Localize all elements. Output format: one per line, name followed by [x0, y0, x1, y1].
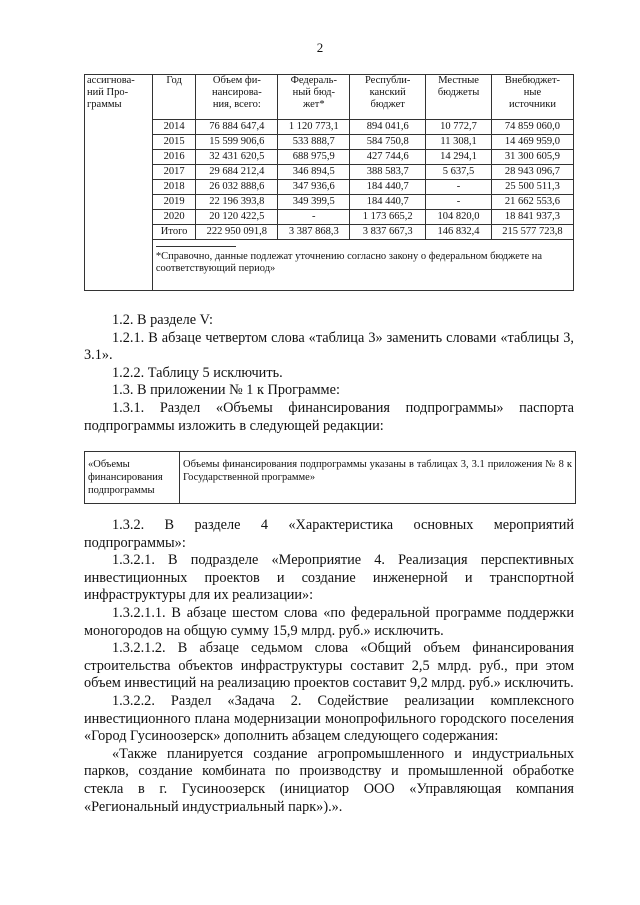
value-cell: 222 950 091,8 — [196, 225, 278, 240]
value-cell: 76 884 647,4 — [196, 120, 278, 135]
empty-cell — [85, 135, 153, 150]
header-cell: Федераль- ный бюд- жет* — [278, 75, 350, 120]
value-cell: - — [426, 195, 492, 210]
header-cell: Местные бюджеты — [426, 75, 492, 120]
value-cell: 1 120 773,1 — [278, 120, 350, 135]
value-cell: 184 440,7 — [350, 195, 426, 210]
value-cell: 5 637,5 — [426, 165, 492, 180]
footnote-rule — [156, 246, 236, 247]
year-cell: 2018 — [152, 180, 196, 195]
value-cell: 894 041,6 — [350, 120, 426, 135]
year-cell: 2015 — [152, 135, 196, 150]
header-cell: Республи- канский бюджет — [350, 75, 426, 120]
footnote-cell — [152, 240, 573, 291]
value-cell: 104 820,0 — [426, 210, 492, 225]
value-cell: - — [426, 180, 492, 195]
value-cell: 21 662 553,6 — [491, 195, 573, 210]
value-cell: 347 936,6 — [278, 180, 350, 195]
value-cell: 584 750,8 — [350, 135, 426, 150]
value-cell: 349 399,5 — [278, 195, 350, 210]
value-cell: 388 583,7 — [350, 165, 426, 180]
value-cell: 15 599 906,6 — [196, 135, 278, 150]
year-cell: 2016 — [152, 150, 196, 165]
value-cell: - — [278, 210, 350, 225]
paragraph: 1.3.2. В разделе 4 «Характеристика основных мероприятий подпрограммы»: — [84, 517, 574, 551]
paragraph: 1.3.2.2. Раздел «Задача 2. Содействие реализации комплексного инвестиционного плана модернизации монопрофильного городского поселения «Город Гусиноозерск» дополнить абзацем следующего содержания: — [84, 692, 574, 745]
table-row — [85, 225, 574, 240]
year-cell: 2014 — [152, 120, 196, 135]
header-cell: Объем фи- нансирова- ния, всего: — [196, 75, 278, 120]
value-cell: 533 888,7 — [278, 135, 350, 150]
empty-cell — [85, 165, 153, 180]
value-cell: 32 431 620,5 — [196, 150, 278, 165]
paragraph: 1.3.2.1. В подразделе «Мероприятие 4. Реализация перспективных инвестиционных проектов и создание инженерной и транспортной инфраструктуры для их реализации»: — [84, 552, 574, 604]
paragraph: «Также планируется создание агропромышленного и индустриальных парков, создание комбината по производству и промышленной обработке стекла в г. Гусиноозерск (инициатор ООО «Управляющая компания «Региональный индустриальный парк»).». — [84, 745, 574, 815]
value-cell: 1 173 665,2 — [350, 210, 426, 225]
value-cell: 3 387 868,3 — [278, 225, 350, 240]
empty-cell — [85, 225, 153, 240]
value-cell: 22 196 393,8 — [196, 195, 278, 210]
value-cell: 11 308,1 — [426, 135, 492, 150]
header-cell: Внебюджет- ные источники — [491, 75, 573, 120]
empty-cell — [85, 195, 153, 210]
header-cell: Год — [152, 75, 196, 120]
table-row — [85, 135, 574, 150]
table-row — [85, 210, 574, 225]
empty-cell — [85, 210, 153, 225]
value-cell: 215 577 723,8 — [491, 225, 573, 240]
table-header-row — [85, 75, 574, 120]
box-text: Объемы финансирования подпрограммы указаны в таблицах 3, 3.1 приложения № 8 к Государственной программе» — [180, 452, 576, 504]
value-cell: 10 772,7 — [426, 120, 492, 135]
value-cell: 26 032 888,6 — [196, 180, 278, 195]
value-cell: 14 294,1 — [426, 150, 492, 165]
empty-cell — [85, 150, 153, 165]
value-cell: 14 469 959,0 — [491, 135, 573, 150]
financing-box — [84, 451, 576, 504]
value-cell: 427 744,6 — [350, 150, 426, 165]
value-cell: 346 894,5 — [278, 165, 350, 180]
value-cell: 146 832,4 — [426, 225, 492, 240]
box-label: «Объемы финансирования подпрограммы — [85, 452, 180, 504]
value-cell: 3 837 667,3 — [350, 225, 426, 240]
table-row — [85, 195, 574, 210]
year-cell: 2019 — [152, 195, 196, 210]
year-cell: 2020 — [152, 210, 196, 225]
paragraph: 1.2. В разделе V: — [112, 312, 213, 328]
value-cell: 29 684 212,4 — [196, 165, 278, 180]
value-cell: 688 975,9 — [278, 150, 350, 165]
value-cell: 74 859 060,0 — [491, 120, 573, 135]
value-cell: 31 300 605,9 — [491, 150, 573, 165]
table-row — [85, 120, 574, 135]
header-cell: ассигнова- ний Про- граммы — [85, 75, 153, 120]
page-number: 2 — [316, 40, 324, 55]
table-row — [85, 150, 574, 165]
financing-table — [84, 74, 574, 291]
value-cell: 28 943 096,7 — [491, 165, 573, 180]
empty-cell — [85, 240, 153, 291]
table-row — [85, 165, 574, 180]
empty-cell — [85, 120, 153, 135]
value-cell: 184 440,7 — [350, 180, 426, 195]
paragraph: 1.3. В приложении № 1 к Программе: — [112, 382, 340, 399]
paragraph: 1.3.2.1.1. В абзаце шестом слова «по федеральной программе поддержки моногородов на общую сумму 15,9 млрд. руб.» исключить. — [84, 604, 574, 639]
value-cell: 25 500 511,3 — [491, 180, 573, 195]
footnote-text: *Справочно, данные подлежат уточнению согласно закону о федеральном бюджете на соответствующий период» — [155, 251, 543, 274]
paragraphs-top — [84, 312, 574, 435]
year-cell: Итого — [152, 225, 196, 240]
year-cell: 2017 — [152, 165, 196, 180]
table-row — [85, 180, 574, 195]
paragraph: 1.3.1. Раздел «Объемы финансирования подпрограммы» паспорта подпрограммы изложить в следующей редакции: — [84, 399, 574, 434]
paragraph: 1.2.2. Таблицу 5 исключить. — [112, 364, 283, 381]
empty-cell — [85, 180, 153, 195]
paragraph: 1.2.1. В абзаце четвертом слова «таблица 3» заменить словами «таблицы 3, 3.1». — [84, 329, 574, 364]
paragraph: 1.3.2.1.2. В абзаце седьмом слова «Общий объем финансирования строительства объектов инфраструктуры составит 2,5 млрд. руб., при этом объем инвестиций на реализацию проектов составит 9,2 млрд. руб.» исключить. — [84, 640, 574, 692]
paragraphs-bottom — [84, 517, 574, 816]
footnote-row — [85, 240, 574, 291]
value-cell: 20 120 422,5 — [196, 210, 278, 225]
value-cell: 18 841 937,3 — [491, 210, 573, 225]
